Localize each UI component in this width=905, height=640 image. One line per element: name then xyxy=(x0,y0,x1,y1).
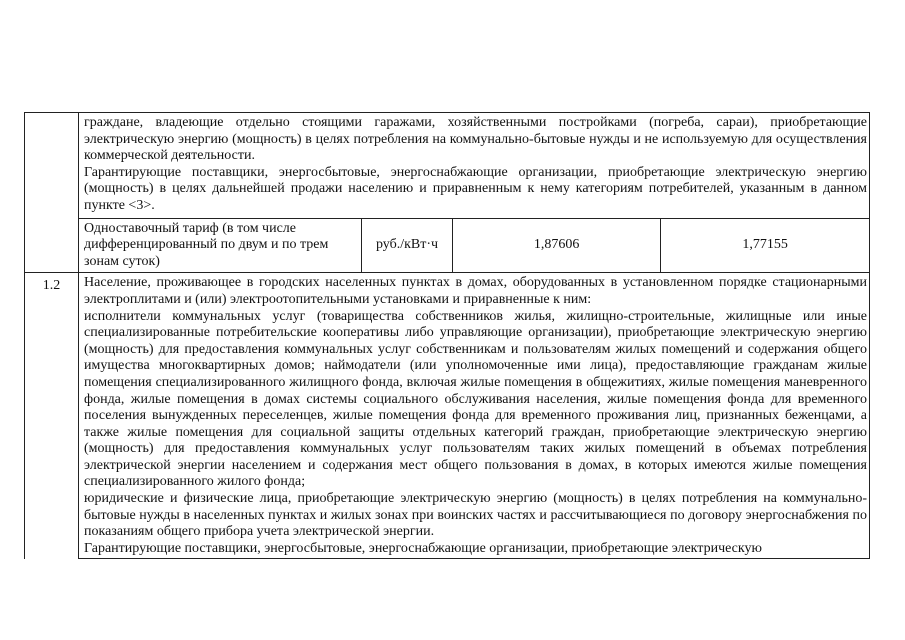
tariff-row xyxy=(79,218,869,272)
tariff-value-second-half: 1,77155 xyxy=(661,218,869,272)
consumer-category-text xyxy=(79,273,869,558)
paragraph: Население, проживающее в городских населенных пунктах в домах, оборудованных в установленном порядке стационарными электроплитами и (или) электроотопительными установками и приравненные к ним: xyxy=(84,275,867,307)
row-content-cell xyxy=(79,113,870,273)
row-number-cell: 1.2 xyxy=(25,273,79,559)
tariff-unit: руб./кВт·ч xyxy=(362,218,453,272)
paragraph: граждане, владеющие отдельно стоящими гаражами, хозяйственными постройками (погреба, сараи), приобретающие электрическую энергию (мощность) в целях потребления на коммунально-бытовые нужды и не используемую для осуществления коммерческой деятельности. xyxy=(84,115,867,164)
tariff-value-first-half: 1,87606 xyxy=(453,218,661,272)
paragraph: юридические и физические лица, приобретающие электрическую энергию (мощность) в целях потребления на коммунально-бытовые нужды в населенных пунктах и жилых зонах при воинских частях и рассчитывающиеся по договору энергоснабжения по показаниям общего прибора учета электрической энергии. xyxy=(84,491,867,540)
paragraph: Гарантирующие поставщики, энергосбытовые, энергоснабжающие организации, приобретающие электрическую xyxy=(84,540,762,556)
consumer-category-text xyxy=(79,113,869,216)
table-row xyxy=(25,113,870,273)
table-row xyxy=(25,273,870,559)
tariff-name: Одноставочный тариф (в том числе дифференцированный по двум и по трем зонам суток) xyxy=(79,218,362,272)
row-number-cell xyxy=(25,113,79,273)
tariff-subtable xyxy=(79,218,869,273)
tariff-document-table xyxy=(24,112,870,559)
paragraph: исполнители коммунальных услуг (товарищества собственников жилья, жилищно-строительные, жилищные или иные специализированные потребительские кооперативы либо управляющие организации), приобретающие электрическую энергию (мощность) для предоставления коммунальных услуг собственникам и пользователям жилых помещений и содержания общего имущества многоквартирных домов; наймодатели (или уполномоченные ими лица), предоставляющие гражданам жилые помещения специализированного жилищного фонда, включая жилые помещения в общежитиях, жилые помещения маневренного фонда, жилые помещения в домах системы социального обслуживания населения, жилые помещения фонда для временного поселения вынужденных переселенцев, жилые помещения фонда для временного проживания лиц, признанных беженцами, а также жилые помещения для социальной защиты отдельных категорий граждан, приобретающие электрическую энергию (мощность) для предоставления коммунальных услуг пользователям таких жилых помещений в объемах потребления электрической энергии населением и содержания мест общего пользования в домах, в которых имеются жилые помещения специализированного жилого фонда; xyxy=(84,308,867,490)
paragraph: Гарантирующие поставщики, энергосбытовые, энергоснабжающие организации, приобретающие электрическую энергию (мощность) в целях дальнейшей продажи населению и приравненным к нему категориям потребителей, указанным в данном пункте <3>. xyxy=(84,164,867,213)
row-content-cell xyxy=(79,273,870,559)
